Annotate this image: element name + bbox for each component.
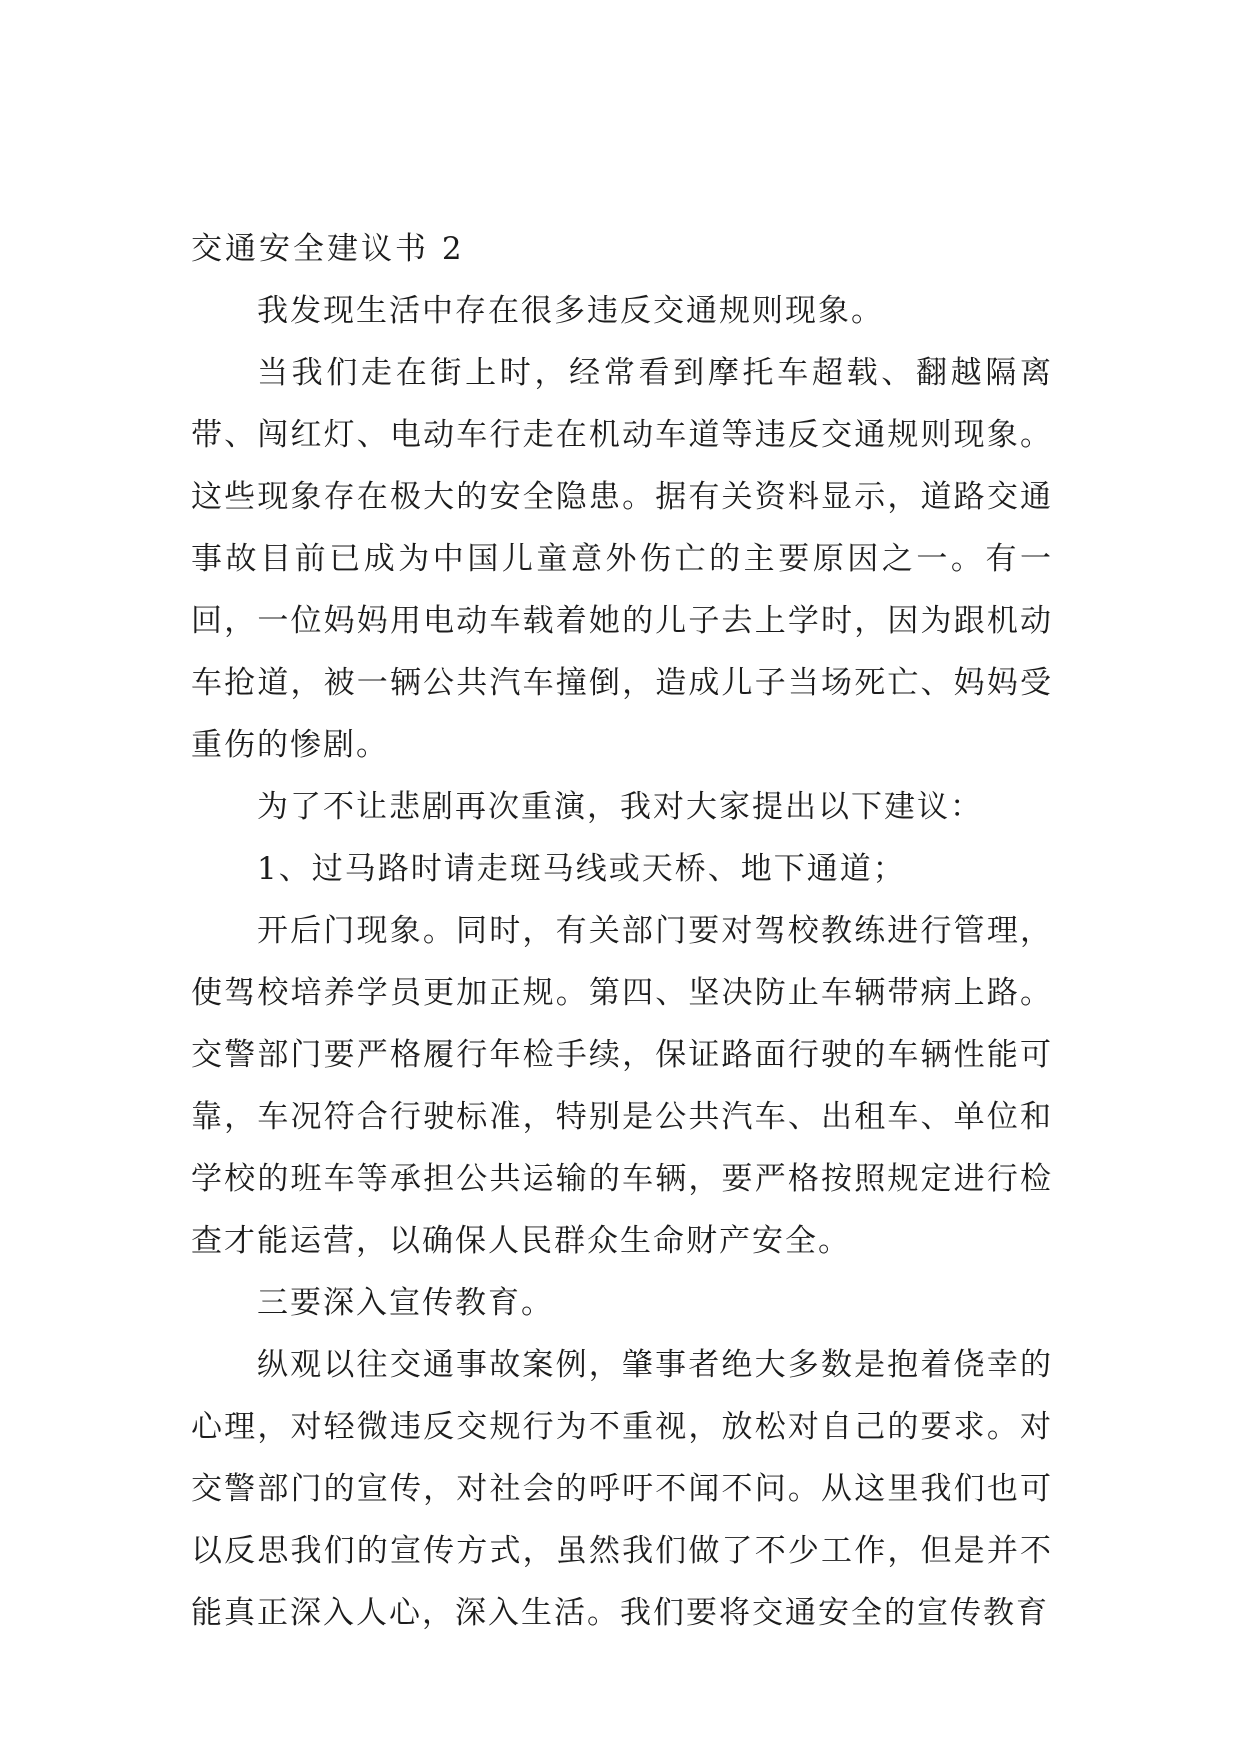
document-body	[191, 218, 1053, 1644]
paragraph: 1、过马路时请走斑马线或天桥、地下通道；	[257, 851, 906, 887]
paragraph: 当我们走在街上时，经常看到摩托车超载、翻越隔离带、闯红灯、电动车行走在机动车道等违反交通规则现象。这些现象存在极大的安全隐患。据有关资料显示，道路交通事故目前已成为中国儿童意外伤亡的主要原因之一。有一回，一位妈妈用电动车载着她的儿子去上学时，因为跟机动车抢道，被一辆公共汽车撞倒，造成儿子当场死亡、妈妈受重伤的惨剧。	[191, 355, 1053, 763]
paragraph: 纵观以往交通事故案例，肇事者绝大多数是抱着侥幸的心理，对轻微违反交规行为不重视，放松对自己的要求。对交警部门的宣传，对社会的呼吁不闻不问。从这里我们也可以反思我们的宣传方式，虽然我们做了不少工作，但是并不能真正深入人心，深入生活。我们要将交通安全的宣传教育	[191, 1347, 1053, 1631]
document-title: 交通安全建议书 2	[191, 231, 465, 267]
paragraph: 三要深入宣传教育。	[257, 1285, 554, 1321]
paragraph: 我发现生活中存在很多违反交通规则现象。	[257, 293, 884, 329]
paragraph: 为了不让悲剧再次重演，我对大家提出以下建议：	[257, 789, 983, 825]
paragraph: 开后门现象。同时，有关部门要对驾校教练进行管理，使驾校培养学员更加正规。第四、坚决防止车辆带病上路。交警部门要严格履行年检手续，保证路面行驶的车辆性能可靠，车况符合行驶标准，特别是公共汽车、出租车、单位和学校的班车等承担公共运输的车辆，要严格按照规定进行检查才能运营，以确保人民群众生命财产安全。	[191, 913, 1053, 1259]
